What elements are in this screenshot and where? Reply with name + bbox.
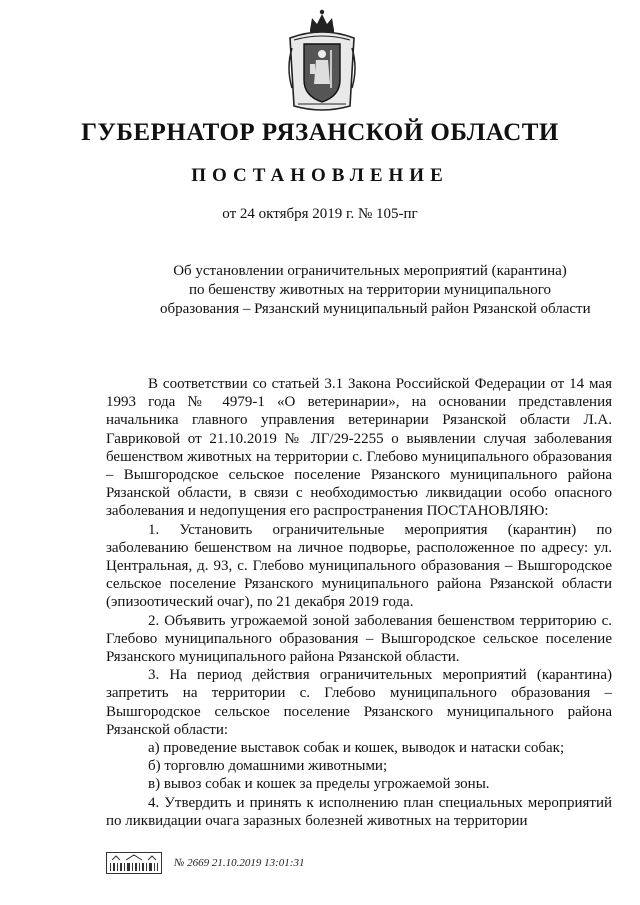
registration-number-timestamp: № 2669 21.10.2019 13:01:31: [174, 857, 305, 869]
clause-3-item-b: б) торговлю домашними животными;: [148, 758, 388, 775]
subject-line: Об установлении ограничительных мероприятий (карантина): [173, 263, 567, 279]
preamble-paragraph: В соответствии со статьей 3.1 Закона Российской Федерации от 14 мая 1993 года № 4979-1 «О ветеринарии», на основании представления начальника главного управления ветеринарии Рязанской области Л.А. Гавриковой от 21.10.2019 № ЛГ/29-2255 о выявлении случая заболевания бешенством животных на территории с. Глебово муниципального образования – Вышгородское сельское поселение Рязанского муниципального района Рязанской области, в связи с необходимостью ликвидации особо опасного заболевания и недопущения его распространения ПОСТАНОВЛЯЮ:: [106, 376, 612, 520]
barcode-stamp-icon: [106, 852, 162, 874]
subject-line: по бешенству животных на территории муниципального: [188, 282, 552, 298]
document-body: [106, 375, 612, 830]
clause-2: 2. Объявить угрожаемой зоной заболевания бешенством территорию с. Глебово муниципального образования – Вышгородское сельское поселение Рязанского муниципального района Рязанской области.: [106, 612, 612, 666]
document-date-number: от 24 октября 2019 г. № 105-пг: [222, 206, 418, 222]
clause-4: 4. Утвердить и принять к исполнению план специальных мероприятий по ликвидации очага заразных болезней животных на территории: [106, 794, 612, 829]
document-type: ПОСТАНОВЛЕНИЕ: [191, 165, 449, 186]
clause-3-item-a: а) проведение выставок собак и кошек, выводок и натаски собак;: [148, 740, 565, 757]
document-subject: [160, 262, 591, 319]
clause-3: 3. На период действия ограничительных мероприятий (карантина) запретить на территории с. Глебово муниципального образования – Вышгородское сельское поселение Рязанского муниципального района Рязанской области:: [106, 667, 612, 738]
issuer-title: ГУБЕРНАТОР РЯЗАНСКОЙ ОБЛАСТИ: [81, 119, 559, 146]
coat-of-arms-emblem: [284, 8, 360, 114]
clause-1: 1. Установить ограничительные мероприятия (карантин) по заболеванию бешенством на личное подворье, расположенное по адресу: ул. Центральная, д. 93, с. Глебово муниципального образования – Вышгородское сельское поселение Рязанского муниципального района Рязанской области (эпизоотический очаг), по 21 декабря 2019 года.: [106, 521, 612, 611]
clause-3-item-c: в) вывоз собак и кошек за пределы угрожаемой зоны.: [148, 776, 490, 793]
subject-line: образования – Рязанский муниципальный район Рязанской области: [160, 301, 591, 317]
